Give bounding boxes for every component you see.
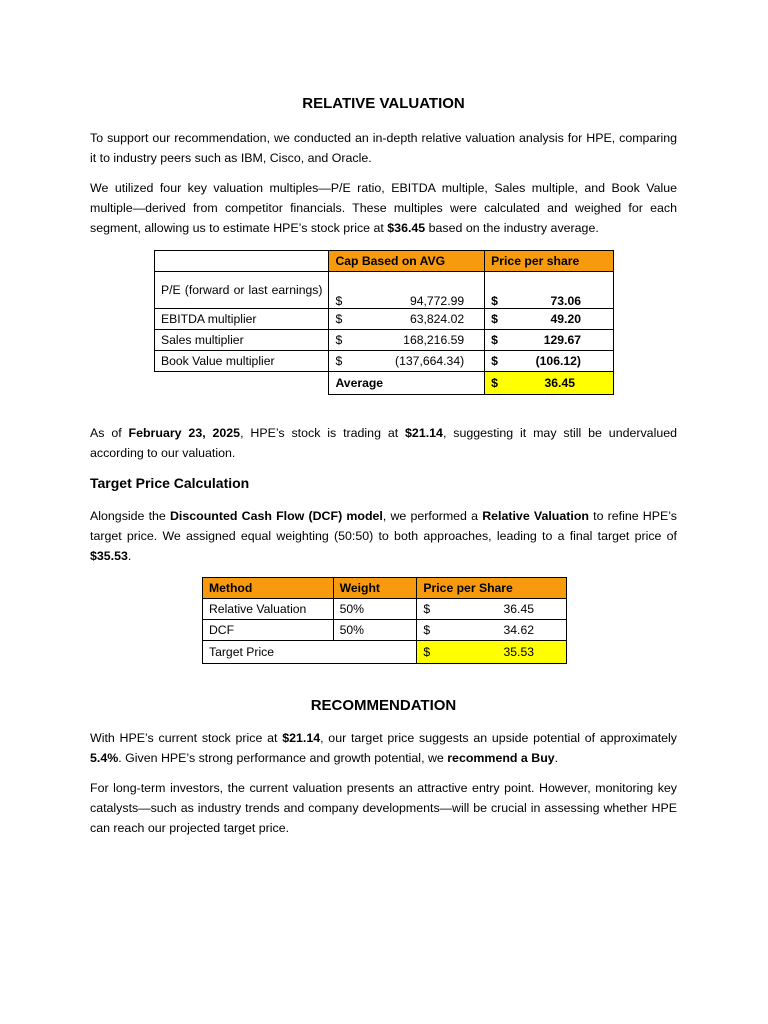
- price-cell: $ 73.06: [485, 272, 614, 309]
- recommendation-heading: RECOMMENDATION: [310, 697, 457, 714]
- intro-paragraph: To support our recommendation, we conducted an in-depth relative valuation analysis for HPE, comparing it to industry peers such as IBM, Cisco, and Oracle.: [90, 131, 677, 165]
- row-label: Sales multiplier: [155, 330, 329, 351]
- cap-cell: $ 168,216.59: [329, 330, 485, 351]
- row-label: EBITDA multiplier: [155, 309, 329, 330]
- average-row: [155, 372, 614, 395]
- text-span: We utilized four key valuation multiples—P/E ratio, EBITDA multiple, Sales multiple, and Book Value multiple—derived from competitor financials. These multiples were calculated and weighed for each segment, allowing us to estimate HPE’s stock price at: [90, 181, 677, 235]
- cap-cell: $ (137,664.34): [329, 351, 485, 372]
- text-span: .: [127, 549, 132, 563]
- relative-valuation-heading: RELATIVE VALUATION: [302, 95, 465, 112]
- weight-header: Weight: [333, 578, 417, 599]
- text-span: , our target price suggests an upside potential of approximately: [320, 731, 678, 745]
- price-cell: $ 49.20: [485, 309, 614, 330]
- price-header: Price per share: [485, 251, 614, 272]
- bold-price: $21.14: [282, 731, 321, 745]
- multiples-table: [154, 250, 614, 395]
- method-cell: Relative Valuation: [203, 599, 334, 620]
- table-row: [155, 351, 614, 372]
- table-row: [155, 272, 614, 309]
- target-value: $ 35.53: [417, 641, 567, 664]
- table-header-row: [155, 251, 614, 272]
- bold-rv: Relative Valuation: [482, 509, 589, 523]
- bold-recommendation: recommend a Buy: [447, 751, 555, 765]
- text-span: based on the industry average.: [425, 221, 599, 235]
- row-label: Book Value multiplier: [155, 351, 329, 372]
- cap-cell: $ 63,824.02: [329, 309, 485, 330]
- recommendation-paragraph-2: For long-term investors, the current valuation presents an attractive entry point. However, monitoring key catalysts—such as industry trends and company developments—will be crucial in assessing whether HPE can reach our projected target price.: [90, 781, 677, 835]
- average-price: $ 36.45: [485, 372, 614, 395]
- text-span: With HPE’s current stock price at: [90, 731, 283, 745]
- text-span: , HPE’s stock is trading at: [240, 426, 406, 440]
- target-row: [203, 641, 567, 664]
- cap-cell: $ 94,772.99: [329, 272, 485, 309]
- table-row: [203, 599, 567, 620]
- stock-note-paragraph: [90, 423, 677, 463]
- bold-price: $36.45: [387, 221, 426, 235]
- bold-dcf: Discounted Cash Flow (DCF) model: [169, 509, 383, 523]
- target-price-paragraph: [90, 506, 677, 566]
- average-label: Average: [329, 372, 485, 395]
- text-span: . Given HPE’s strong performance and growth potential, we: [118, 751, 448, 765]
- price-cell: $ 36.45: [417, 599, 567, 620]
- text-span: to refine HPE’s target price. We assigned equal weighting (50:50) to both approaches, leading to a final target price of: [90, 509, 678, 543]
- weight-cell: 50%: [333, 599, 417, 620]
- table-header-row: [203, 578, 567, 599]
- empty-cell: [155, 372, 329, 395]
- table-row: [203, 620, 567, 641]
- bold-percent: 5.4%: [90, 751, 119, 765]
- weight-cell: 50%: [333, 620, 417, 641]
- price-cell: $ (106.12): [485, 351, 614, 372]
- table-row: [155, 330, 614, 351]
- recommendation-paragraph-1: [90, 728, 677, 768]
- price-cell: $ 34.62: [417, 620, 567, 641]
- bold-price: $21.14: [405, 426, 443, 440]
- target-label: Target Price: [203, 641, 417, 664]
- text-span: As of: [90, 426, 129, 440]
- text-span: .: [554, 751, 559, 765]
- price-header: Price per Share: [417, 578, 567, 599]
- method-cell: DCF: [203, 620, 334, 641]
- row-label: P/E (forward or last earnings): [155, 272, 329, 309]
- price-cell: $ 129.67: [485, 330, 614, 351]
- text-span: , suggesting it may still be undervalued according to our valuation.: [90, 426, 678, 460]
- multiples-paragraph: [90, 178, 677, 238]
- empty-header-cell: [155, 251, 329, 272]
- method-header: Method: [203, 578, 334, 599]
- text-span: , we performed a: [382, 509, 483, 523]
- cap-header: Cap Based on AVG: [329, 251, 485, 272]
- method-table: [202, 577, 567, 664]
- target-price-heading: Target Price Calculation: [90, 475, 250, 491]
- text-span: Alongside the: [90, 509, 170, 523]
- bold-date: February 23, 2025: [128, 426, 241, 440]
- table-row: [155, 309, 614, 330]
- bold-final-price: $35.53: [90, 549, 128, 563]
